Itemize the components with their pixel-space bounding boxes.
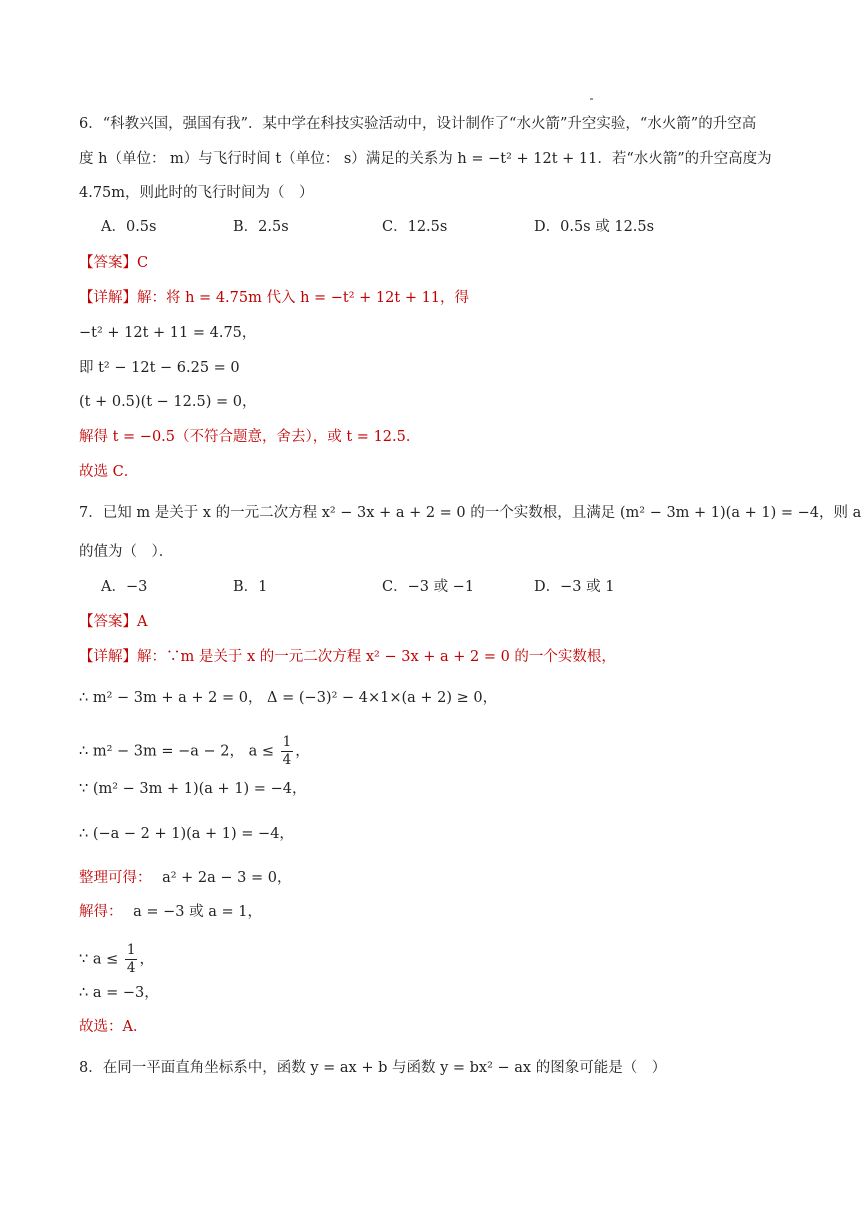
q7-option-b: B．1 — [233, 579, 268, 595]
q8-stem-line1: 8．在同一平面直角坐标系中，函数 y = ax + b 与函数 y = bx² − ax 的图象可能是（ ） — [79, 1060, 667, 1076]
scan-dot — [590, 98, 593, 100]
q7-step-7-end: ， — [139, 951, 154, 968]
q6-detail — [79, 288, 469, 308]
q6-option-b: B．2.5s — [233, 219, 289, 235]
q7-option-c: C．−3 或 −1 — [382, 579, 475, 595]
q7-detail-label: 【详解】 — [79, 649, 137, 665]
q6-detail-label: 【详解】 — [79, 290, 137, 306]
q7-option-a: A．−3 — [101, 579, 148, 595]
q7-step-5-label: 整理可得： — [79, 870, 152, 886]
q7-answer-label: 【答案】 — [79, 614, 137, 630]
q7-step-3: ∵ (m² − 3m + 1)(a + 1) = −4， — [79, 781, 307, 797]
q7-step-6 — [79, 902, 262, 922]
q7-detail — [79, 647, 616, 667]
q7-step-6-eq: a = −3 或 a = 1， — [133, 904, 262, 920]
q7-answer-value: A — [137, 614, 148, 630]
q7-step-2-end: ， — [295, 743, 310, 760]
q7-step-8: ∴ a = −3， — [79, 985, 159, 1001]
q7-answer — [79, 612, 147, 632]
q7-conclusion: 故选：A． — [79, 1019, 148, 1035]
q6-stem-line1: 6．“科教兴国，强国有我”．某中学在科技实验活动中，设计制作了“水火箭”升空实验，“水火箭”的升空高 — [79, 116, 757, 132]
q6-option-d: D．0.5s 或 12.5s — [534, 219, 655, 235]
q7-step-7-fraction — [125, 942, 138, 977]
q7-detail-text: 解：∵m 是关于 x 的一元二次方程 x² − 3x + a + 2 = 0 的一个实数根， — [137, 649, 616, 665]
q6-conclusion: 故选 C． — [79, 464, 139, 480]
q6-answer — [79, 253, 148, 273]
q7-step-7 — [79, 942, 154, 977]
q7-stem-line1: 7．已知 m 是关于 x 的一元二次方程 x² − 3x + a + 2 = 0 的一个实数根，且满足 (m² − 3m + 1)(a + 1) = −4，则 a — [79, 505, 862, 521]
q7-step-2-numerator: 1 — [282, 734, 292, 750]
q7-step-2 — [79, 734, 310, 769]
q7-step-5 — [79, 868, 292, 888]
q7-step-7-numerator: 1 — [126, 942, 136, 958]
q6-option-c: C．12.5s — [382, 219, 448, 235]
q7-step-2-fraction — [281, 734, 294, 769]
q6-answer-label: 【答案】 — [79, 255, 137, 271]
q7-step-2-denominator: 4 — [282, 752, 292, 768]
q6-stem-line3: 4.75m，则此时的飞行时间为（ ） — [79, 185, 314, 201]
q6-step-4: 解得 t = −0.5（不符合题意，舍去），或 t = 12.5． — [79, 429, 421, 445]
q7-step-4: ∴ (−a − 2 + 1)(a + 1) = −4， — [79, 826, 294, 842]
q7-option-d: D．−3 或 1 — [534, 579, 615, 595]
q6-stem-line2: 度 h（单位： m）与飞行时间 t（单位： s）满足的关系为 h = −t² + 12t + 11．若“水火箭”的升空高度为 — [79, 151, 772, 167]
q7-step-5-eq: a² + 2a − 3 = 0， — [162, 870, 292, 886]
q7-step-7-denominator: 4 — [126, 960, 136, 976]
q7-step-6-label: 解得： — [79, 904, 123, 920]
q7-step-2-text: ∴ m² − 3m = −a − 2， a ≤ — [79, 743, 275, 760]
q6-step-2: 即 t² − 12t − 6.25 = 0 — [79, 360, 240, 376]
q6-detail-text: 解：将 h = 4.75m 代入 h = −t² + 12t + 11，得 — [137, 290, 470, 306]
q6-step-3: (t + 0.5)(t − 12.5) = 0， — [79, 394, 257, 410]
q6-answer-value: C — [137, 255, 149, 271]
q6-option-a: A．0.5s — [101, 219, 157, 235]
q6-step-1: −t² + 12t + 11 = 4.75， — [79, 325, 257, 341]
q7-step-7-text: ∵ a ≤ — [79, 951, 119, 968]
q7-step-1: ∴ m² − 3m + a + 2 = 0， Δ = (−3)² − 4×1×(a + 2) ≥ 0， — [79, 690, 498, 706]
q7-stem-line2: 的值为（ ）． — [79, 544, 174, 560]
